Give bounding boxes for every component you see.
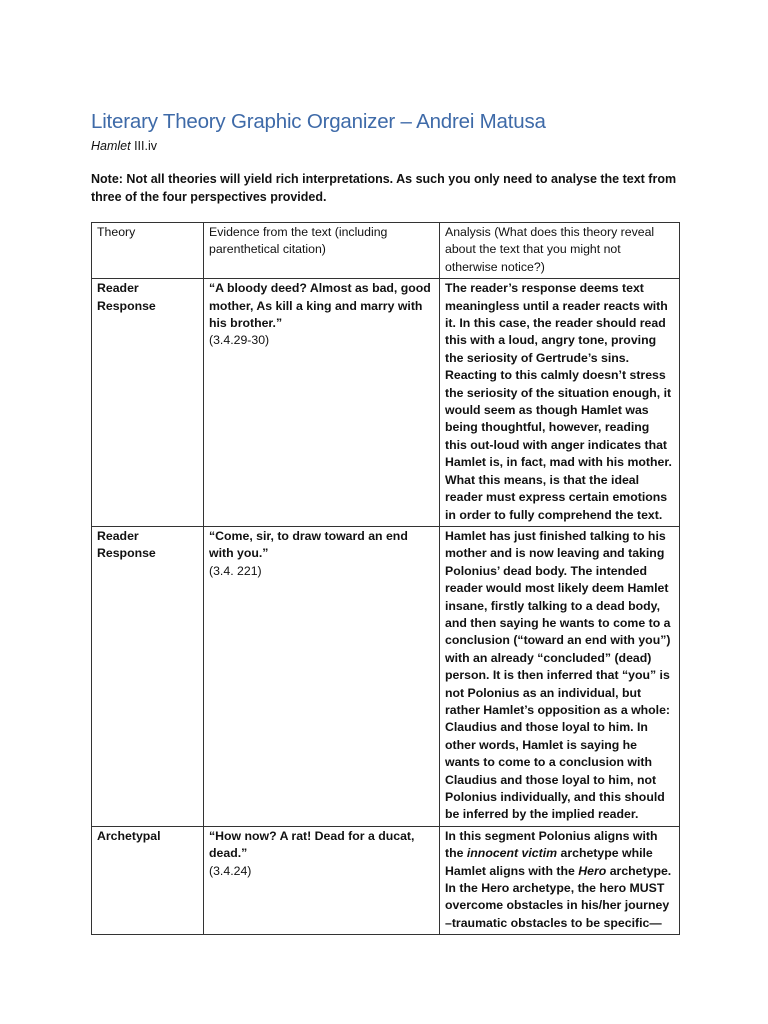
- theory-cell: Reader Response: [92, 526, 204, 826]
- play-title: Hamlet: [91, 139, 131, 153]
- document-subtitle: [91, 139, 157, 153]
- act-scene: III.iv: [130, 139, 157, 153]
- organizer-table: [91, 222, 680, 935]
- header-theory: Theory: [92, 223, 204, 279]
- table-row: [92, 826, 680, 934]
- theory-cell: Reader Response: [92, 279, 204, 527]
- citation-text: (3.4.29-30): [209, 333, 270, 348]
- quote-text: “How now? A rat! Dead for a ducat, dead.”: [209, 828, 415, 861]
- analysis-cell: The reader’s response deems text meaningless until a reader reacts with it. In this case, the reader should read this with a loud, angry tone, proving the seriosity of Gertrude’s sins. Reacting to this calmly doesn’t stress the seriosity of the situation enough, it would seem as though Hamlet was being thoughtful, however, reading this out-loud with anger indicates that Hamlet is, in fact, mad with his mother. What this means, is that the ideal reader must express certain emotions in order to fully comprehend the text.: [440, 279, 680, 527]
- evidence-cell: [204, 526, 440, 826]
- document-title: Literary Theory Graphic Organizer – Andrei Matusa: [91, 110, 546, 133]
- analysis-part: archetype. In the Hero archetype, the hero MUST overcome obstacles in his/her journey –traumatic obstacles to be specific—: [445, 863, 672, 930]
- quote-text: “Come, sir, to draw toward an end with you.”: [209, 528, 408, 561]
- citation-text: (3.4. 221): [209, 563, 262, 578]
- quote-text: “A bloody deed? Almost as bad, good mother, As kill a king and marry with his brother.”: [209, 281, 431, 331]
- header-evidence: Evidence from the text (including parenthetical citation): [204, 223, 440, 279]
- analysis-part: archetype while Hamlet aligns with the: [445, 846, 653, 878]
- evidence-cell: [204, 279, 440, 527]
- header-analysis: Analysis (What does this theory reveal about the text that you might not otherwise notice?): [440, 223, 680, 279]
- analysis-part: In this segment Polonius aligns with the: [445, 828, 658, 861]
- table-row: [92, 526, 680, 826]
- citation-text: (3.4.24): [209, 863, 252, 878]
- theory-cell: Archetypal: [92, 826, 204, 934]
- evidence-cell: [204, 826, 440, 934]
- instruction-note: Note: Not all theories will yield rich interpretations. As such you only need to analyse the text from three of the four perspectives provided.: [91, 172, 677, 204]
- analysis-cell: Hamlet has just finished talking to his mother and is now leaving and taking Polonius’ dead body. The intended reader would most likely deem Hamlet insane, firstly talking to a dead body, and then saying he wants to come to a conclusion (“toward an end with you”) with an already “concluded” (dead) person. It is then inferred that “you” is not Polonius as an individual, but rather Hamlet’s opposition as a whole: Claudius and those loyal to him. In other words, Hamlet is saying he wants to come to a conclusion with Claudius and those loyal to him, not Polonius individually, and this should be inferred by the implied reader.: [440, 526, 680, 826]
- analysis-cell: [440, 826, 680, 934]
- table-header-row: [92, 223, 680, 279]
- analysis-emphasis: Hero: [578, 863, 607, 878]
- analysis-emphasis: innocent victim: [466, 846, 558, 861]
- table-row: [92, 279, 680, 527]
